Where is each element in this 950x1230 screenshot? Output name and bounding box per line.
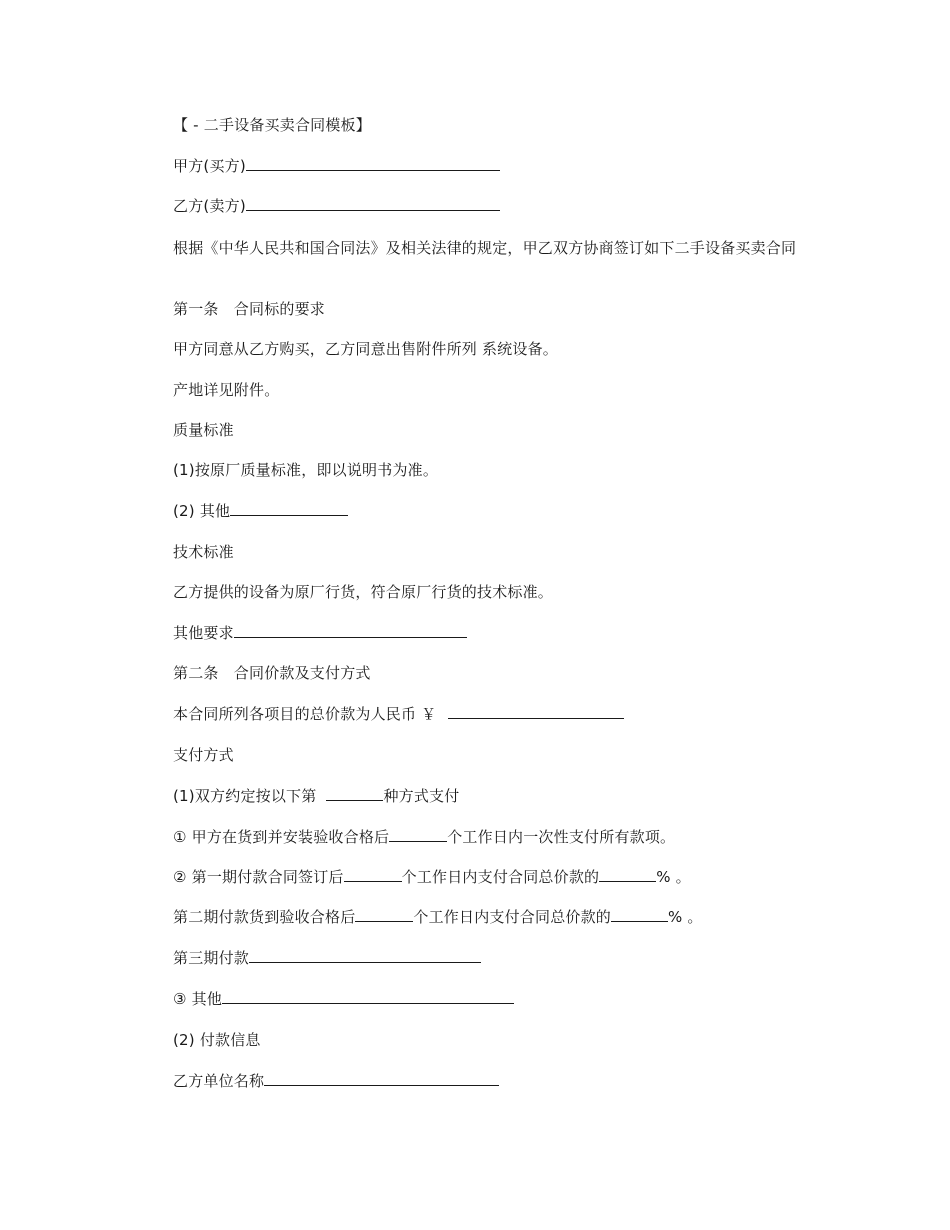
phase3-label: 第三期付款 (173, 949, 250, 967)
payee-name-blank[interactable] (264, 1071, 499, 1086)
phase2-days-blank[interactable] (355, 907, 413, 922)
phase2-prefix: 第二期付款货到验收合格后 (173, 908, 356, 926)
article1-heading: 第一条 合同标的要求 (173, 300, 326, 318)
party-b-blank[interactable] (246, 196, 500, 211)
phase3-blank[interactable] (249, 948, 481, 963)
phase2-middle: 个工作日内支付合同总价款的 (413, 908, 612, 926)
document-title: 【 - 二手设备买卖合同模板】 (173, 116, 371, 134)
article2-heading: 第二条 合同价款及支付方式 (173, 664, 371, 682)
article1-text: 甲方同意从乙方购买，乙方同意出售附件所列 系统设备。 (173, 340, 558, 358)
other-requirements-line (173, 623, 467, 643)
payee-name-line (173, 1071, 499, 1091)
option2-days-blank[interactable] (344, 867, 402, 882)
option1-line (173, 827, 675, 847)
other-requirements-blank[interactable] (234, 623, 467, 638)
party-b-line (173, 196, 500, 216)
quality-heading: 质量标准 (173, 421, 234, 439)
quality-item-2-label: (2) 其他 (173, 502, 231, 520)
phase2-suffix: % 。 (668, 908, 703, 926)
option2-prefix: ② 第一期付款合同签订后 (173, 868, 344, 886)
phase2-line (173, 907, 703, 927)
phase2-percent-blank[interactable] (611, 907, 668, 922)
option2-percent-blank[interactable] (599, 867, 656, 882)
payee-name-label: 乙方单位名称 (173, 1072, 265, 1090)
party-b-label: 乙方(卖方) (173, 197, 246, 215)
option2-line (173, 867, 691, 887)
quality-item-1: (1)按原厂质量标准，即以说明书为准。 (173, 461, 439, 479)
option1-suffix: 个工作日内一次性支付所有款项。 (447, 828, 676, 846)
preamble-paragraph: 根据《中华人民共和国合同法》及相关法律的规定，甲乙双方协商签订如下二手设备买卖合同 (173, 239, 797, 257)
total-price-blank[interactable] (448, 704, 624, 719)
party-a-label: 甲方(买方) (173, 157, 246, 175)
quality-other-blank[interactable] (230, 501, 348, 516)
origin-text: 产地详见附件。 (173, 381, 280, 399)
payment-method-suffix: 种方式支付 (383, 787, 460, 805)
tech-text: 乙方提供的设备为原厂行货，符合原厂行货的技术标准。 (173, 583, 554, 601)
payment-method-line (173, 786, 459, 806)
phase3-line (173, 948, 481, 968)
option3-label: ③ 其他 (173, 990, 223, 1008)
tech-heading: 技术标准 (173, 543, 234, 561)
party-a-line (173, 156, 500, 176)
total-price-line (173, 704, 624, 724)
payment-method-blank[interactable] (326, 786, 383, 801)
total-price-label: 本合同所列各项目的总价款为人民币 ￥ (173, 705, 437, 723)
other-requirements-label: 其他要求 (173, 624, 234, 642)
option3-line (173, 989, 514, 1009)
payment-info-heading: (2) 付款信息 (173, 1031, 261, 1049)
party-a-blank[interactable] (246, 156, 500, 171)
payment-heading: 支付方式 (173, 746, 234, 764)
option2-middle: 个工作日内支付合同总价款的 (401, 868, 600, 886)
option1-days-blank[interactable] (389, 827, 447, 842)
option2-suffix: % 。 (656, 868, 691, 886)
quality-item-2-line (173, 501, 348, 521)
option1-prefix: ① 甲方在货到并安装验收合格后 (173, 828, 390, 846)
option3-blank[interactable] (222, 989, 514, 1004)
payment-method-prefix: (1)双方约定按以下第 (173, 787, 317, 805)
